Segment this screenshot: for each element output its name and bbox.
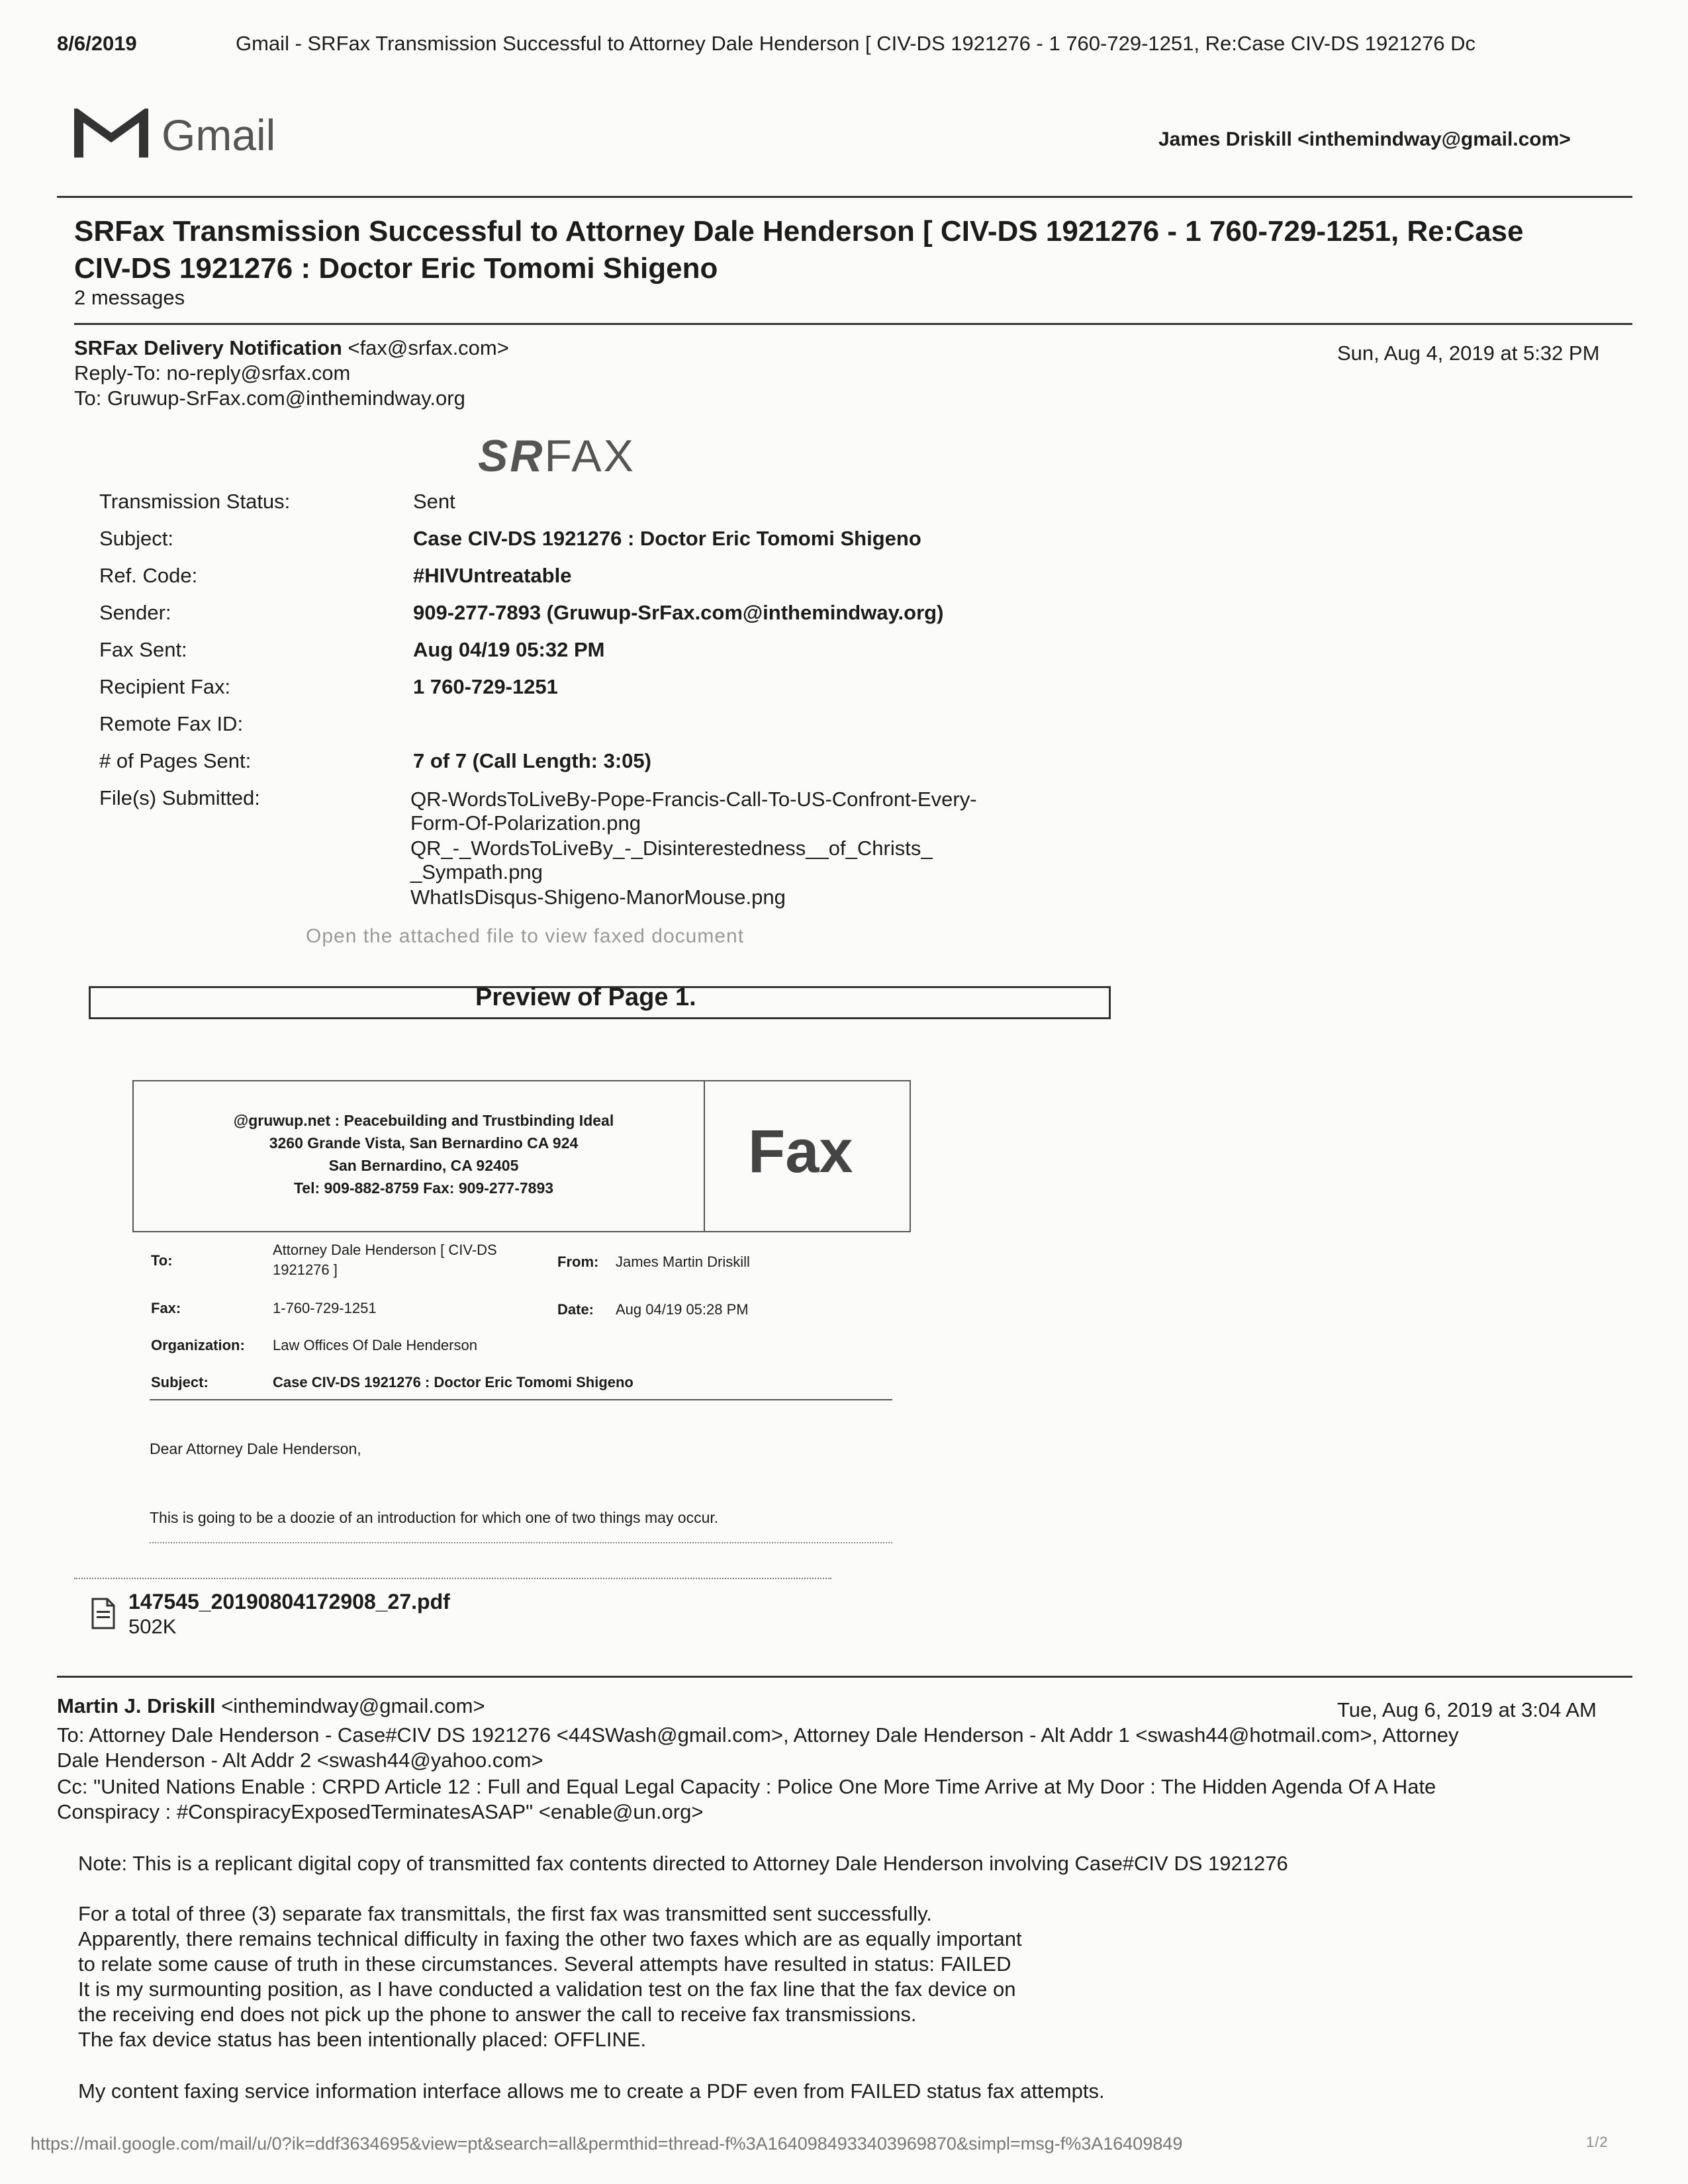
detail-label-fax-sent: Fax Sent:: [99, 638, 187, 661]
fax-greeting: Dear Attorney Dale Henderson,: [150, 1440, 361, 1457]
message2-paragraph-line: It is my surmounting position, as I have conducted a validation test on the fax line that the fax device on: [78, 1978, 1016, 2001]
thread-divider: [74, 323, 1632, 325]
message2-paragraph-line: to relate some cause of truth in these circumstances. Several attempts have resulted in status: FAILED: [78, 1952, 1011, 1976]
print-date: 8/6/2019: [57, 32, 137, 55]
fax-to-value: Attorney Dale Henderson [ CIV-DS: [273, 1242, 497, 1258]
message2-paragraph-line: For a total of three (3) separate fax transmittals, the first fax was transmitted sent successfully.: [78, 1902, 932, 1925]
attachment-size: 502K: [128, 1615, 177, 1638]
message-divider: [57, 1676, 1632, 1678]
fax-from-value: James Martin Driskill: [616, 1253, 750, 1270]
detail-label-status: Transmission Status:: [99, 490, 291, 513]
fax-org-name: @gruwup.net : Peacebuilding and Trustbinding Ideal: [233, 1112, 614, 1129]
message2-note: Note: This is a replicant digital copy of transmitted fax contents directed to Attorney Dale Henderson involving Case#CIV DS 1921276: [78, 1852, 1288, 1875]
detail-value-ref-code: #HIVUntreatable: [413, 564, 572, 587]
message2-to-continued: Dale Henderson - Alt Addr 2 <swash44@yahoo.com>: [57, 1749, 543, 1772]
fax-to-label: To:: [151, 1252, 173, 1269]
message2-to: To: Attorney Dale Henderson - Case#CIV DS 1921276 <44SWash@gmail.com>, Attorney Dale Henderson - Alt Addr 1 <swash44@hotmail.com>, Attorney: [57, 1723, 1459, 1747]
message2-sender-name: Martin J. Driskill: [57, 1694, 216, 1717]
message2-last-line: My content faxing service information interface allows me to create a PDF even from FAILED status fax attempts.: [78, 2079, 1105, 2103]
detail-value-fax-sent: Aug 04/19 05:32 PM: [413, 638, 605, 661]
fax-subject-underline: [150, 1399, 892, 1400]
message2-date: Tue, Aug 6, 2019 at 3:04 AM: [1337, 1698, 1597, 1721]
thread-subject-line-2: CIV-DS 1921276 : Doctor Eric Tomomi Shigeno: [74, 252, 718, 285]
open-attachment-note: Open the attached file to view faxed document: [306, 925, 745, 947]
gmail-wordmark: Gmail: [162, 111, 276, 159]
detail-label-pages-sent: # of Pages Sent:: [99, 749, 252, 772]
attachment-divider: [74, 1578, 831, 1579]
account-email: James Driskill <inthemindway@gmail.com>: [1158, 128, 1571, 150]
fax-org-city: San Bernardino, CA 92405: [328, 1157, 519, 1174]
message2-paragraph-line: The fax device status has been intentionally placed: OFFLINE.: [78, 2028, 647, 2051]
detail-value-recipient-fax: 1 760-729-1251: [413, 675, 558, 698]
message2-sender: [57, 1694, 485, 1718]
file-submitted-line: _Sympath.png: [410, 860, 543, 884]
preview-label: Preview of Page 1.: [475, 983, 696, 1011]
fax-preview-cutoff: [150, 1542, 892, 1543]
detail-label-subject: Subject:: [99, 527, 174, 550]
print-title: Gmail - SRFax Transmission Successful to Attorney Dale Henderson [ CIV-DS 1921276 - 1 760-729-1251, Re:Case CIV-DS 1921276 Dc: [236, 32, 1476, 55]
fax-fax-label: Fax:: [151, 1300, 181, 1316]
message1-reply-to: Reply-To: no-reply@srfax.com: [74, 361, 351, 385]
fax-subject-label: Subject:: [151, 1374, 209, 1390]
detail-value-sender: 909-277-7893 (Gruwup-SrFax.com@inthemindway.org): [413, 601, 944, 624]
message1-date: Sun, Aug 4, 2019 at 5:32 PM: [1337, 341, 1600, 365]
print-footer-page: 1/2: [1586, 2134, 1609, 2150]
gmail-logo-icon: [74, 109, 148, 159]
detail-label-files-submitted: File(s) Submitted:: [99, 786, 260, 809]
message2-paragraph-line: the receiving end does not pick up the phone to answer the call to receive fax transmissions.: [78, 2003, 917, 2026]
srfax-logo-fax: FAX: [544, 431, 635, 481]
header-divider: [57, 196, 1632, 198]
fax-org-address: 3260 Grande Vista, San Bernardino CA 924: [269, 1134, 579, 1152]
message1-sender: [74, 336, 509, 360]
message2-sender-email: <inthemindway@gmail.com>: [221, 1694, 485, 1717]
message2-cc-continued: Conspiracy : #ConspiracyExposedTerminatesASAP" <enable@un.org>: [57, 1800, 704, 1823]
file-submitted-line: Form-Of-Polarization.png: [410, 811, 641, 835]
fax-fax-value: 1-760-729-1251: [273, 1300, 377, 1316]
fax-title: Fax: [748, 1118, 853, 1185]
fax-cover-divider: [704, 1080, 705, 1231]
fax-org-phone: Tel: 909-882-8759 Fax: 909-277-7893: [293, 1179, 554, 1197]
detail-label-remote-fax-id: Remote Fax ID:: [99, 712, 244, 735]
srfax-logo: [478, 430, 635, 482]
print-footer-url: https://mail.google.com/mail/u/0?ik=ddf3634695&view=pt&search=all&permthid=thread-f%3A1640984933403969870&simpl=msg-f%3A16409849: [30, 2134, 1183, 2154]
fax-body-text: This is going to be a doozie of an introduction for which one of two things may occur.: [150, 1509, 719, 1526]
message1-to: To: Gruwup-SrFax.com@inthemindway.org: [74, 387, 465, 410]
fax-date-value: Aug 04/19 05:28 PM: [616, 1301, 749, 1318]
fax-from-label: From:: [557, 1253, 599, 1270]
detail-value-status: Sent: [413, 490, 455, 513]
fax-date-label: Date:: [557, 1301, 594, 1318]
message1-sender-name: SRFax Delivery Notification: [74, 336, 342, 359]
fax-subject-value: Case CIV-DS 1921276 : Doctor Eric Tomomi Shigeno: [273, 1374, 633, 1390]
message2-paragraph-line: Apparently, there remains technical difficulty in faxing the other two faxes which are as equally important: [78, 1927, 1022, 1950]
attachment-filename[interactable]: 147545_20190804172908_27.pdf: [128, 1590, 450, 1614]
detail-label-ref-code: Ref. Code:: [99, 564, 198, 587]
detail-label-recipient-fax: Recipient Fax:: [99, 675, 231, 698]
fax-organization-value: Law Offices Of Dale Henderson: [273, 1337, 477, 1353]
srfax-logo-sr: SR: [478, 431, 545, 481]
detail-value-subject: Case CIV-DS 1921276 : Doctor Eric Tomomi Shigeno: [413, 527, 921, 550]
file-submitted-line: QR_-_WordsToLiveBy_-_Disinterestedness__of_Christs_: [410, 837, 933, 860]
pdf-file-icon[interactable]: [90, 1598, 117, 1629]
thread-subject: [74, 213, 1636, 287]
message2-cc: Cc: "United Nations Enable : CRPD Article 12 : Full and Equal Legal Capacity : Police One More Time Arrive at My Door : The Hidden Agenda Of A Hate: [57, 1775, 1436, 1798]
fax-organization-label: Organization:: [151, 1337, 245, 1353]
message1-sender-email: <fax@srfax.com>: [348, 336, 509, 359]
detail-label-sender: Sender:: [99, 601, 171, 624]
message-count: 2 messages: [74, 286, 185, 309]
detail-value-pages-sent: 7 of 7 (Call Length: 3:05): [413, 749, 651, 772]
thread-subject-line-1: SRFax Transmission Successful to Attorney Dale Henderson [ CIV-DS 1921276 - 1 760-729-1251, Re:Case: [74, 215, 1524, 248]
file-submitted-line: WhatIsDisqus-Shigeno-ManorMouse.png: [410, 886, 786, 909]
file-submitted-line: QR-WordsToLiveBy-Pope-Francis-Call-To-US-Confront-Every-: [410, 788, 977, 811]
fax-to-value: 1921276 ]: [273, 1261, 338, 1278]
